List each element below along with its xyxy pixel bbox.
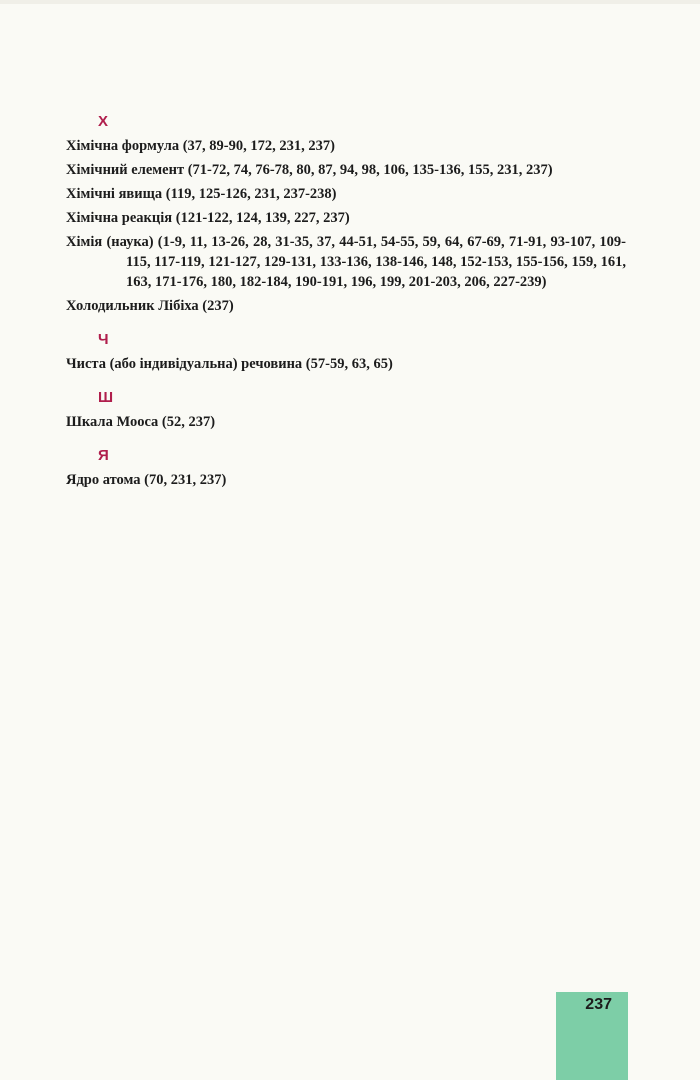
index-entry: Холодильник Лібіха (237) (66, 298, 234, 314)
subject-index (66, 112, 626, 504)
index-entry: Чиста (або індивідуальна) речовина (57-59, 63, 65) (66, 356, 393, 372)
index-entry: Ядро атома (70, 231, 237) (66, 472, 227, 488)
section-letter: Я (98, 447, 109, 464)
page-number: 237 (585, 996, 612, 1013)
page-number-tab (556, 992, 628, 1080)
section-letter: Ч (98, 331, 109, 348)
top-edge-strip (0, 0, 700, 4)
index-section-sha (66, 388, 626, 432)
index-section-kha (66, 112, 626, 316)
section-letter: Ш (98, 389, 114, 406)
index-entry: Хімічна реакція (121-122, 124, 139, 227, 237) (66, 210, 350, 226)
index-entry: Шкала Мооса (52, 237) (66, 414, 216, 430)
index-entry: Хімія (наука) (1-9, 11, 13-26, 28, 31-35, 37, 44-51, 54-55, 59, 64, 67-69, 71-91, 93-107, 109-115, 117-119, 121-127, 129-131, 133-136, 138-146, 148, 152-153, 155-156, 159, 161, 163, 171-176, 180, 182-184, 190-191, 196, 199, 201-203, 206, 227-239) (66, 234, 626, 290)
index-section-che (66, 330, 626, 374)
index-section-ya (66, 446, 626, 490)
index-entry: Хімічна формула (37, 89-90, 172, 231, 237) (66, 138, 335, 154)
index-entry: Хімічні явища (119, 125-126, 231, 237-238) (66, 186, 337, 202)
section-letter: Х (98, 113, 109, 130)
index-entry: Хімічний елемент (71-72, 74, 76-78, 80, 87, 94, 98, 106, 135-136, 155, 231, 237) (66, 162, 553, 178)
